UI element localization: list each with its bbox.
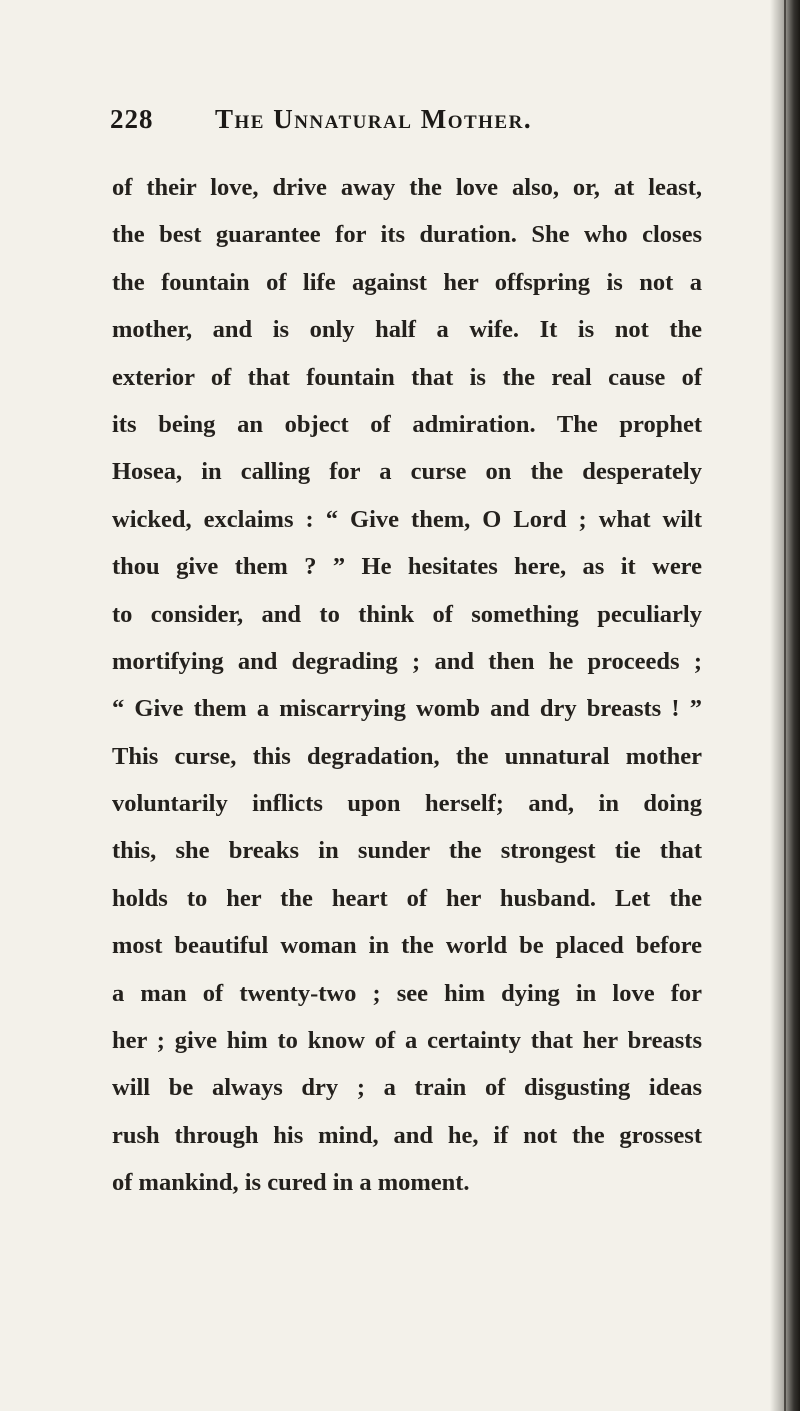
text-line: exterior of that fountain that is the real cause of (112, 363, 702, 391)
text-line: holds to her the heart of her husband. Let the (112, 884, 702, 912)
text-line: of their love, drive away the love also, or, at least, (112, 174, 702, 201)
text-line: Hosea, in calling for a curse on the desperately (112, 458, 702, 486)
text-line: voluntarily inflicts upon herself; and, in doing (112, 790, 702, 818)
text-line: to consider, and to think of something peculiarly (112, 600, 702, 628)
text-line: a man of twenty-two ; see him dying in love for (112, 979, 702, 1007)
body-text (112, 164, 702, 1207)
text-line: mother, and is only half a wife. It is not the (112, 316, 702, 344)
text-line: rush through his mind, and he, if not the grossest (112, 1121, 702, 1149)
text-line: the best guarantee for its duration. She who closes (112, 221, 702, 249)
running-title: The Unnatural Mother. (215, 104, 533, 134)
text-line: thou give them ? ” He hesitates here, as it were (112, 553, 702, 581)
text-line: will be always dry ; a train of disgusting ideas (112, 1074, 702, 1102)
text-line: its being an object of admiration. The prophet (112, 410, 702, 438)
page-edge-line (784, 0, 786, 1411)
running-header (110, 104, 750, 144)
text-line: “ Give them a miscarrying womb and dry breasts ! ” (112, 695, 702, 723)
text-line: her ; give him to know of a certainty that her breasts (112, 1027, 702, 1055)
text-line: mortifying and degrading ; and then he proceeds ; (112, 647, 702, 675)
text-line: this, she breaks in sunder the strongest tie that (112, 837, 702, 865)
text-line: This curse, this degradation, the unnatural mother (112, 742, 702, 770)
page-number: 228 (110, 104, 154, 134)
text-line: the fountain of life against her offspring is not a (112, 268, 702, 296)
text-line: most beautiful woman in the world be placed before (112, 932, 702, 960)
text-line-last: of mankind, is cured in a moment. (112, 1169, 470, 1197)
text-line: wicked, exclaims : “ Give them, O Lord ; what wilt (112, 505, 702, 533)
